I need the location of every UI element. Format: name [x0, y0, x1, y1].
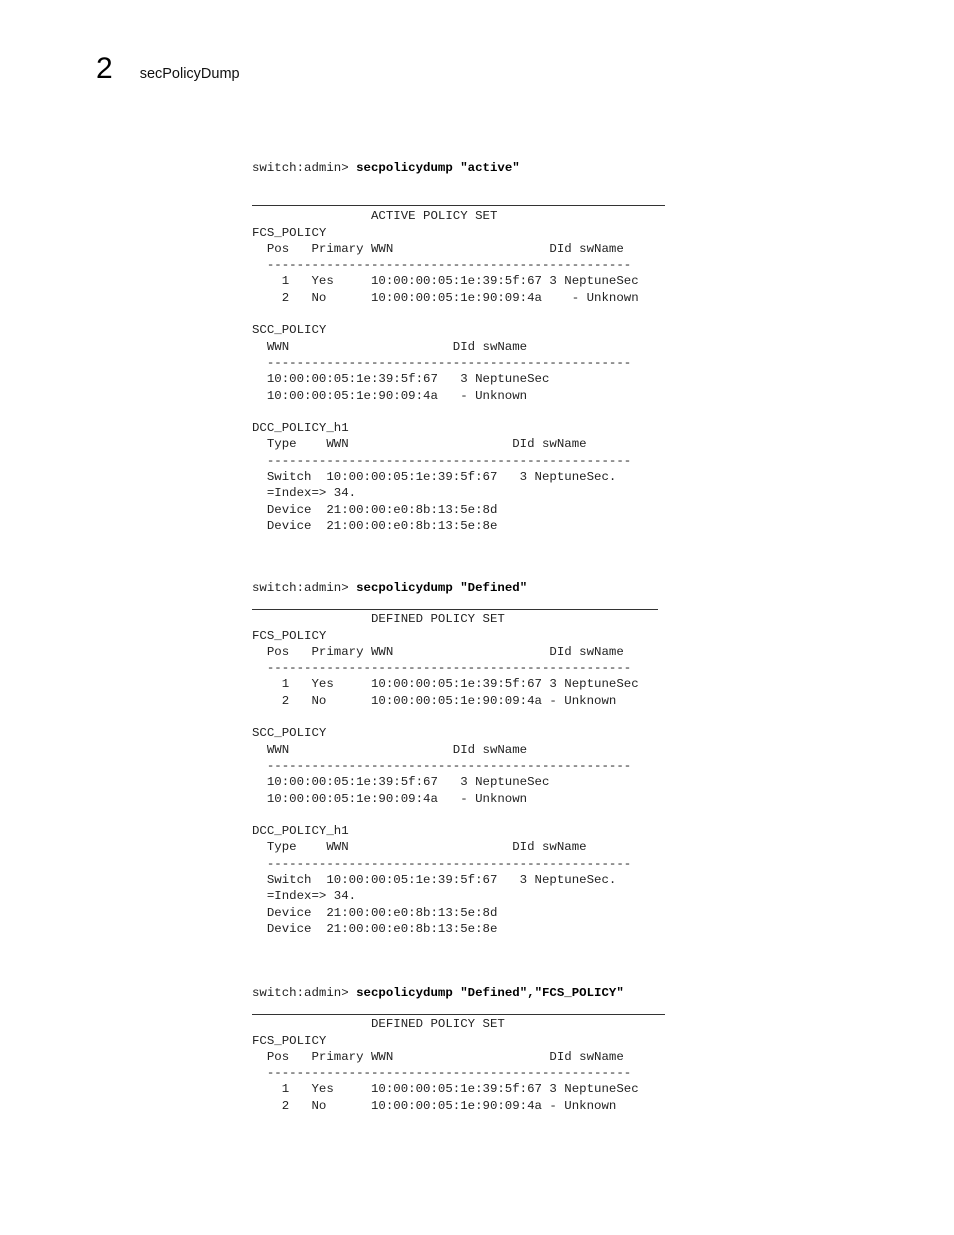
- output-line: Device 21:00:00:e0:8b:13:5e:8e: [252, 518, 498, 533]
- separator-rule: [252, 1014, 665, 1015]
- command-output: [252, 611, 658, 937]
- output-line: [252, 807, 658, 823]
- output-line: DCC_POLICY_h1: [252, 824, 349, 839]
- output-line: 1 Yes 10:00:00:05:1e:39:5f:67 3 NeptuneSec: [252, 274, 639, 289]
- output-line: Pos Primary WWN DId swName: [252, 644, 624, 659]
- output-line: 2 No 10:00:00:05:1e:90:09:4a - Unknown: [252, 693, 617, 708]
- page-header: [96, 54, 240, 84]
- output-line: -------------------------------------------------: [252, 856, 632, 871]
- output-line: [252, 404, 665, 420]
- section-title: secPolicyDump: [139, 66, 240, 82]
- command: secpolicydump "active": [356, 161, 520, 175]
- output-line: SCC_POLICY: [252, 726, 327, 741]
- output-line: Switch 10:00:00:05:1e:39:5f:67 3 NeptuneSec.: [252, 470, 617, 485]
- command-output: [252, 1016, 665, 1114]
- output-line: 10:00:00:05:1e:90:09:4a - Unknown: [252, 388, 528, 403]
- output-line: Switch 10:00:00:05:1e:39:5f:67 3 NeptuneSec.: [252, 873, 617, 888]
- prompt: switch:admin>: [252, 161, 357, 175]
- code-example-defined-fcs: [252, 985, 665, 1114]
- command-prompt-line: [252, 580, 658, 596]
- output-line: 2 No 10:00:00:05:1e:90:09:4a - Unknown: [252, 1098, 617, 1113]
- output-line: Type WWN DId swName: [252, 840, 587, 855]
- command-prompt-line: [252, 160, 665, 176]
- command-output: [252, 208, 665, 534]
- output-line: Device 21:00:00:e0:8b:13:5e:8d: [252, 502, 498, 517]
- separator-rule: [252, 205, 665, 206]
- output-line: [252, 306, 665, 322]
- output-line: ACTIVE POLICY SET: [252, 209, 498, 224]
- output-line: -------------------------------------------------: [252, 258, 632, 273]
- output-line: FCS_POLICY: [252, 1033, 327, 1048]
- output-line: Pos Primary WWN DId swName: [252, 1049, 624, 1064]
- output-line: =Index=> 34.: [252, 889, 357, 904]
- output-line: [252, 709, 658, 725]
- output-line: -------------------------------------------------: [252, 1066, 632, 1081]
- output-line: Device 21:00:00:e0:8b:13:5e:8e: [252, 921, 498, 936]
- output-line: -------------------------------------------------: [252, 661, 632, 676]
- output-line: Pos Primary WWN DId swName: [252, 241, 624, 256]
- output-line: -------------------------------------------------: [252, 453, 632, 468]
- separator-rule: [252, 609, 658, 610]
- output-line: 10:00:00:05:1e:39:5f:67 3 NeptuneSec: [252, 372, 550, 387]
- prompt: switch:admin>: [252, 986, 357, 1000]
- output-line: =Index=> 34.: [252, 486, 357, 501]
- command-prompt-line: [252, 985, 665, 1001]
- output-line: FCS_POLICY: [252, 225, 327, 240]
- command: secpolicydump "Defined","FCS_POLICY": [356, 986, 624, 1000]
- output-line: DEFINED POLICY SET: [252, 1017, 505, 1032]
- code-example-defined: [252, 580, 658, 937]
- output-line: 1 Yes 10:00:00:05:1e:39:5f:67 3 NeptuneSec: [252, 1082, 639, 1097]
- output-line: 1 Yes 10:00:00:05:1e:39:5f:67 3 NeptuneSec: [252, 677, 639, 692]
- output-line: FCS_POLICY: [252, 628, 327, 643]
- command: secpolicydump "Defined": [356, 581, 528, 595]
- output-line: 2 No 10:00:00:05:1e:90:09:4a - Unknown: [252, 290, 639, 305]
- output-line: WWN DId swName: [252, 339, 528, 354]
- output-line: DEFINED POLICY SET: [252, 612, 505, 627]
- output-line: -------------------------------------------------: [252, 355, 632, 370]
- chapter-number: 2: [96, 52, 113, 85]
- code-example-active: [252, 160, 665, 534]
- output-line: SCC_POLICY: [252, 323, 327, 338]
- output-line: 10:00:00:05:1e:90:09:4a - Unknown: [252, 791, 528, 806]
- output-line: DCC_POLICY_h1: [252, 421, 349, 436]
- output-line: -------------------------------------------------: [252, 758, 632, 773]
- output-line: Device 21:00:00:e0:8b:13:5e:8d: [252, 905, 498, 920]
- prompt: switch:admin>: [252, 581, 357, 595]
- output-line: 10:00:00:05:1e:39:5f:67 3 NeptuneSec: [252, 775, 550, 790]
- output-line: WWN DId swName: [252, 742, 528, 757]
- output-line: Type WWN DId swName: [252, 437, 587, 452]
